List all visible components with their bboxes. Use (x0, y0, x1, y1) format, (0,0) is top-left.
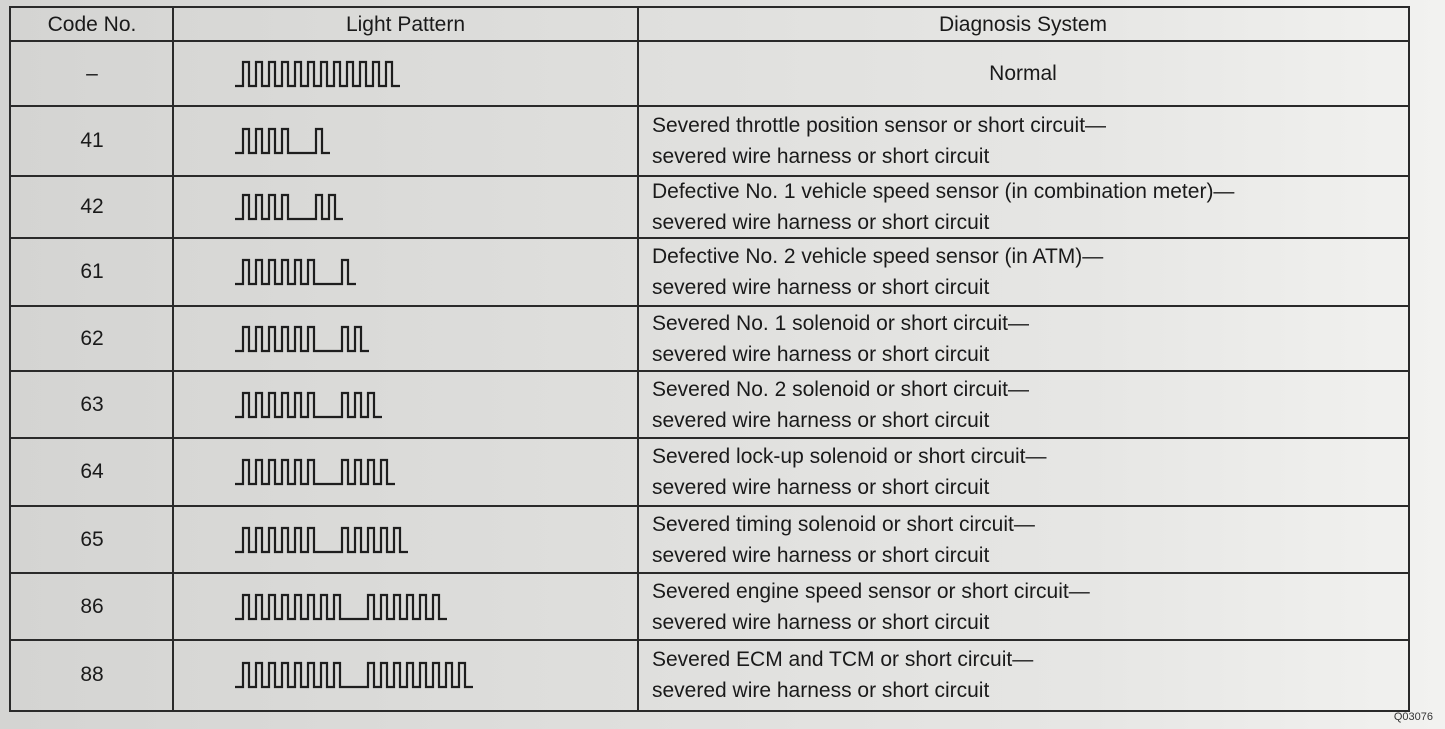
waveform-line (235, 393, 382, 417)
light-pattern-waveform (235, 593, 449, 621)
code-number: 42 (80, 195, 104, 218)
code-number: 62 (80, 326, 104, 350)
waveform-line (235, 195, 343, 219)
diagnosis-cell (638, 573, 1408, 640)
diagnosis-line: severed wire harness or short circuit (652, 276, 990, 299)
diagnosis-line: Severed No. 1 solenoid or short circuit— (652, 311, 1030, 335)
light-pattern-cell (173, 640, 638, 710)
diagnosis-line: severed wire harness or short circuit (652, 408, 990, 432)
diagnosis-line: severed wire harness or short circuit (652, 476, 990, 499)
waveform-line (235, 663, 473, 687)
code-number: – (86, 61, 98, 85)
code-number: 61 (80, 260, 104, 283)
diagnosis-line: Defective No. 1 vehicle speed sensor (in combination meter)— (652, 180, 1235, 203)
diagnosis-line: Severed lock-up solenoid or short circuit— (652, 445, 1047, 468)
diagnosis-line: severed wire harness or short circuit (652, 610, 990, 634)
light-pattern-waveform (235, 258, 358, 286)
waveform-line (235, 260, 356, 284)
diagnosis-cell (638, 306, 1408, 371)
diagnosis-cell (638, 506, 1408, 573)
light-pattern-cell (173, 506, 638, 573)
code-number: 63 (80, 392, 104, 416)
diagnosis-cell (638, 238, 1408, 306)
diagnosis-cell (638, 371, 1408, 438)
code-cell (11, 640, 173, 710)
diagnosis-line: Severed engine speed sensor or short circuit— (652, 579, 1090, 603)
diagnosis-cell (638, 41, 1408, 106)
waveform-line (235, 460, 395, 484)
code-cell (11, 176, 173, 238)
light-pattern-waveform (235, 193, 345, 221)
diagnosis-cell (638, 640, 1408, 710)
light-pattern-cell (173, 238, 638, 306)
diagnosis-line: severed wire harness or short circuit (652, 543, 990, 567)
code-number: 65 (80, 527, 104, 551)
light-pattern-cell (173, 306, 638, 371)
waveform-line (235, 595, 447, 619)
diagnosis-line: Severed No. 2 solenoid or short circuit— (652, 377, 1030, 401)
code-cell (11, 41, 173, 106)
diagnosis-line: Normal (989, 62, 1057, 85)
header-code (11, 8, 173, 41)
diagnosis-cell (638, 438, 1408, 506)
header-pattern (173, 8, 638, 41)
header-code-label: Code No. (47, 12, 137, 36)
code-number: 41 (80, 129, 104, 152)
header-pattern-label: Light Pattern (345, 12, 466, 36)
light-pattern-cell (173, 176, 638, 238)
waveform-line (235, 327, 369, 351)
light-pattern-waveform (235, 127, 332, 155)
code-cell (11, 438, 173, 506)
code-cell (11, 506, 173, 573)
waveform-line (235, 528, 408, 552)
light-pattern-cell (173, 106, 638, 176)
code-number: 86 (80, 594, 104, 618)
light-pattern-waveform (235, 391, 384, 419)
diagnosis-line: Severed timing solenoid or short circuit— (652, 512, 1035, 536)
light-pattern-cell (173, 573, 638, 640)
light-pattern-waveform (235, 60, 402, 88)
light-pattern-waveform (235, 458, 397, 486)
diagnosis-code-table (9, 6, 1410, 712)
diagnosis-cell (638, 106, 1408, 176)
light-pattern-waveform (235, 661, 475, 689)
diagnosis-line: Severed throttle position sensor or short circuit— (652, 114, 1107, 137)
code-number: 88 (80, 663, 104, 686)
light-pattern-waveform (235, 325, 371, 353)
light-pattern-waveform (235, 526, 410, 554)
code-cell (11, 306, 173, 371)
code-cell (11, 238, 173, 306)
diagnosis-line: severed wire harness or short circuit (652, 679, 990, 702)
waveform-line (235, 129, 330, 153)
code-number: 64 (80, 460, 104, 483)
code-cell (11, 371, 173, 438)
diagnosis-line: severed wire harness or short circuit (652, 145, 990, 168)
figure-code: Q03076 (1393, 711, 1433, 723)
light-pattern-cell (173, 371, 638, 438)
header-diagnosis (638, 8, 1408, 41)
table-grid (11, 8, 1408, 710)
diagnosis-line: Severed ECM and TCM or short circuit— (652, 648, 1034, 671)
diagnosis-cell (638, 176, 1408, 238)
diagnosis-line: severed wire harness or short circuit (652, 342, 990, 366)
light-pattern-cell (173, 41, 638, 106)
waveform-line (235, 62, 400, 86)
code-cell (11, 573, 173, 640)
diagnosis-line: severed wire harness or short circuit (652, 211, 990, 234)
diagnosis-line: Defective No. 2 vehicle speed sensor (in ATM)— (652, 245, 1104, 268)
light-pattern-cell (173, 438, 638, 506)
code-cell (11, 106, 173, 176)
header-diagnosis-label: Diagnosis System (938, 12, 1108, 36)
